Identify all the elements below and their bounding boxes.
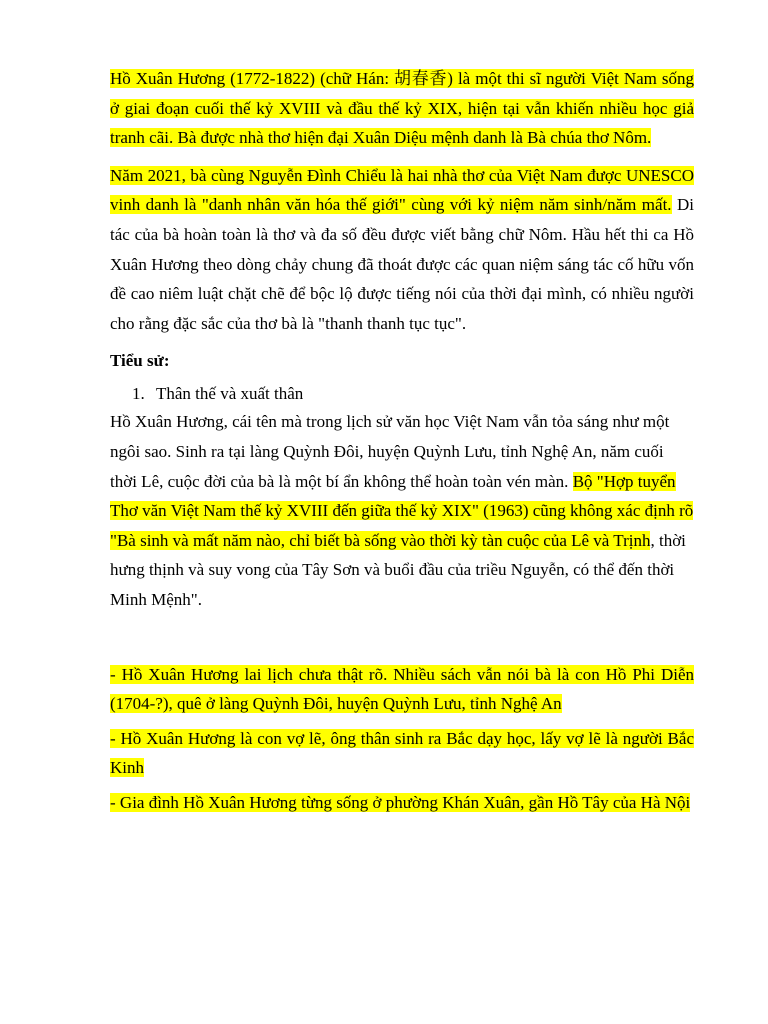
- list-item-text: Thân thế và xuất thân: [156, 384, 304, 404]
- unesco-paragraph: [110, 161, 694, 339]
- biography-paragraph: [110, 407, 694, 614]
- list-number: 1.: [132, 384, 145, 404]
- paragraph-text: Hồ Xuân Hương, cái tên mà trong lịch sử văn học Việt Nam vẫn tỏa sáng như một ngôi sao. Sinh ra tại làng Quỳnh Đôi, huyện Quỳnh Lưu, tỉnh Nghệ An, năm cuối thời Lê, cuộc đời của bà là một bí ẩn không thể hoàn toàn vén màn.: [110, 412, 670, 491]
- spacer: [110, 615, 694, 660]
- section-heading: Tiểu sử:: [110, 351, 170, 371]
- highlighted-text: Năm 2021, bà cùng Nguyễn Đình Chiểu là hai nhà thơ của Việt Nam được UNESCO vinh danh là "danh nhân văn hóa thế giới" cùng với kỷ niệm năm sinh/năm mất.: [110, 165, 694, 215]
- intro-paragraph: [110, 64, 694, 153]
- highlighted-text: Bộ "Hợp tuyển Thơ văn Việt Nam thế kỷ XVIII đến giữa thế kỷ XIX" (1963) cũng không xác định rõ "Bà sinh và mất năm nào, chỉ biết bà sống vào thời kỳ tàn cuộc của Lê và Trịnh: [110, 471, 694, 550]
- bullet-item: [110, 788, 694, 818]
- highlighted-text: - Hồ Xuân Hương là con vợ lẽ, ông thân sinh ra Bắc dạy học, lấy vợ lẽ là người Bắc Kinh: [110, 728, 694, 778]
- list-item: [110, 383, 694, 405]
- highlighted-text: Hồ Xuân Hương (1772-1822) (chữ Hán: 胡春香) là một thi sĩ người Việt Nam sống ở giai đoạn cuối thế kỷ XVIII và đầu thế kỷ XIX, hiện tại vẫn khiến nhiều học giả tranh cãi. Bà được nhà thơ hiện đại Xuân Diệu mệnh danh là Bà chúa thơ Nôm.: [110, 69, 694, 148]
- paragraph-text: Di tác của bà hoàn toàn là thơ và đa số đều được viết bằng chữ Nôm. Hầu hết thi ca Hồ Xuân Hương theo dòng chảy chung đã thoát được các quan niệm sáng tác cố hữu vốn đề cao niêm luật chặt chẽ để bộc lộ được tiếng nói của thời đại mình, có nhiều người cho rằng đặc sắc của thơ bà là "thanh thanh tục tục".: [110, 195, 694, 333]
- highlighted-text: - Hồ Xuân Hương lai lịch chưa thật rõ. Nhiều sách vẫn nói bà là con Hồ Phi Diễn (1704-?), quê ở làng Quỳnh Đôi, huyện Quỳnh Lưu, tỉnh Nghệ An: [110, 664, 694, 714]
- paragraph-text-tail: , thời hưng thịnh và suy vong của Tây Sơn và buổi đầu của triều Nguyễn, có thể đến thời Minh Mệnh".: [110, 530, 686, 609]
- document-page: [110, 64, 694, 822]
- bullet-item: [110, 660, 694, 719]
- highlighted-text: - Gia đình Hồ Xuân Hương từng sống ở phường Khán Xuân, gần Hồ Tây của Hà Nội: [110, 792, 691, 812]
- bullet-item: [110, 724, 694, 783]
